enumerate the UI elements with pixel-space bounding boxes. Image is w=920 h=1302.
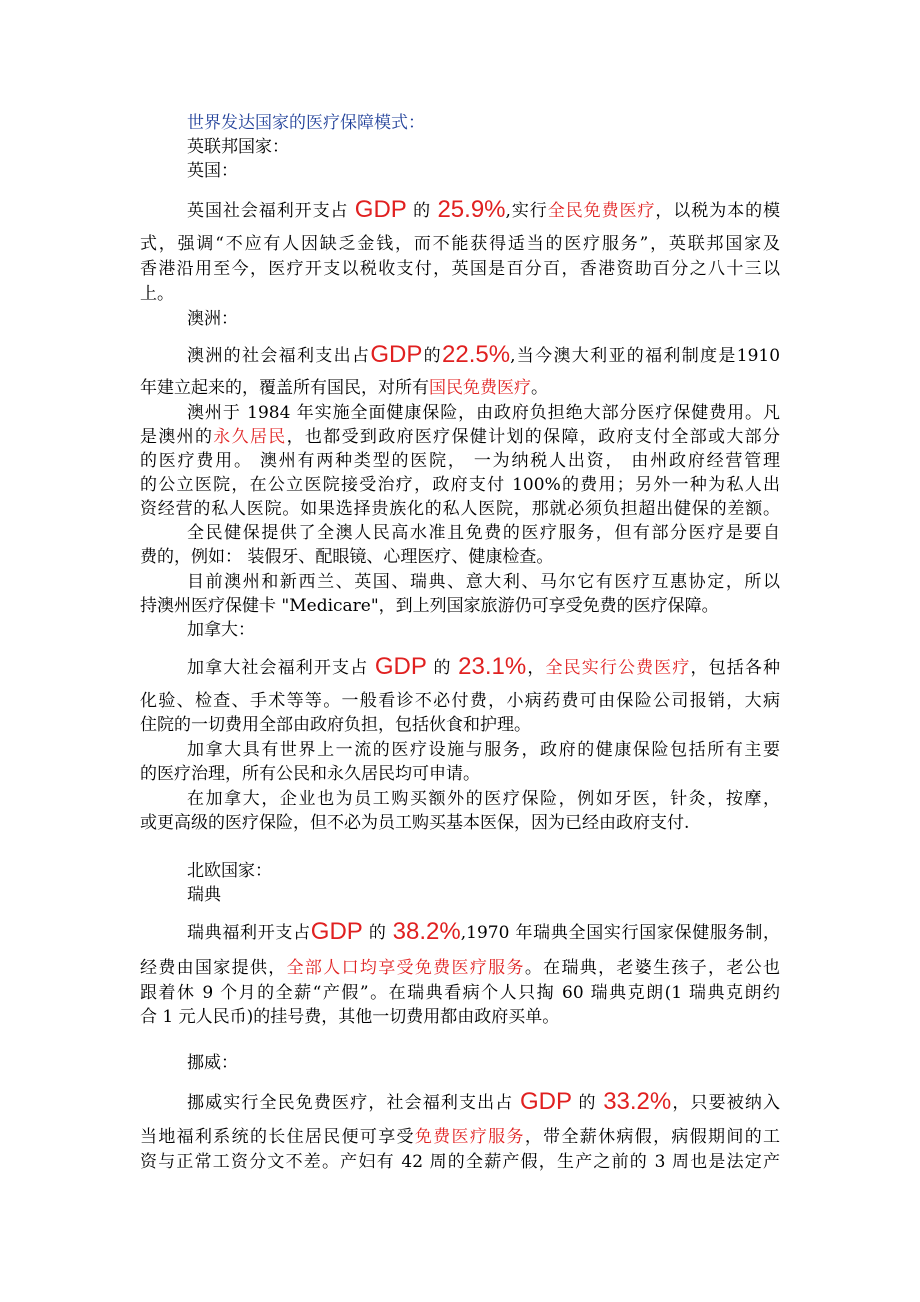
no-p1-line2: 当地福利系统的长住居民便可享受免费医疗服务，带全薪休病假，病假期间的工 bbox=[140, 1127, 781, 1147]
au-p2-line1: 澳州于 1984 年实施全面健康保险，由政府负担绝大部分医疗保健费用。凡 bbox=[187, 403, 780, 423]
ca-p2-line2: 的医疗治理，所有公民和永久居民均可申请。 bbox=[140, 764, 480, 784]
uk-title: 英国： bbox=[187, 161, 238, 181]
canada-title: 加拿大： bbox=[187, 620, 255, 640]
au-p1-line2: 年建立起来的，覆盖所有国民，对所有国民免费医疗。 bbox=[140, 378, 548, 398]
se-p1-line3: 跟着休 9 个月的全薪“产假”。在瑞典看病个人只掏 60 瑞典克朗(1 瑞典克朗约 bbox=[140, 983, 780, 1003]
ca-gdp-percent: 23.1% bbox=[458, 653, 527, 680]
section-nordic: 北欧国家： bbox=[187, 861, 272, 881]
uk-p1-line4: 上。 bbox=[140, 284, 174, 304]
au-highlight-1: 国民免费医疗 bbox=[429, 378, 531, 398]
gdp-label: GDP bbox=[354, 196, 407, 223]
gdp-label: GDP bbox=[310, 918, 363, 945]
uk-p1-line2: 式，强调“不应有人因缺乏金钱，而不能获得适当的医疗服务”，英联邦国家及 bbox=[140, 234, 780, 254]
au-p4-line1: 目前澳州和新西兰、英国、瑞典、意大利、马尔它有医疗互惠协定，所以 bbox=[187, 572, 780, 592]
se-p1-line2: 经费由国家提供，全部人口均享受免费医疗服务。在瑞典，老婆生孩子，老公也 bbox=[140, 958, 781, 978]
ca-p1-line1: 加拿大社会福利开支占 GDP 的 23.1%，全民实行公费医疗，包括各种 bbox=[187, 653, 781, 680]
se-p1-line1: 瑞典福利开支占GDP 的 38.2%,1970 年瑞典全国实行国家保健服务制， bbox=[187, 918, 781, 945]
uk-highlight: 全民免费医疗 bbox=[547, 201, 656, 221]
se-highlight: 全部人口均享受免费医疗服务 bbox=[286, 958, 525, 978]
ca-p1-line3: 住院的一切费用全部由政府负担，包括伙食和护理。 bbox=[140, 715, 531, 735]
au-p3-line1: 全民健保提供了全澳人民高水准且免费的医疗服务，但有部分医疗是要自 bbox=[187, 523, 780, 543]
gdp-label: GDP bbox=[374, 653, 427, 680]
se-p1-line4: 合 1 元人民币)的挂号费，其他一切费用都由政府买单。 bbox=[140, 1007, 560, 1027]
au-p2-line3: 的医疗费用。 澳州有两种类型的医院， 一为纳税人出资， 由州政府经营管理 bbox=[140, 451, 780, 471]
ca-p2-line1: 加拿大具有世界上一流的医疗设施与服务，政府的健康保险包括所有主要 bbox=[187, 740, 780, 760]
au-p3-line2: 费的，例如： 装假牙、配眼镜、心理医疗、健康检查。 bbox=[140, 547, 554, 567]
uk-p1-line3: 香港沿用至今，医疗开支以税收支付，英国是百分百，香港资助百分之八十三以 bbox=[140, 259, 780, 279]
no-highlight: 免费医疗服务 bbox=[414, 1127, 525, 1147]
ca-p3-line2: 或更高级的医疗保险，但不必为员工购买基本医保，因为已经由政府支付. bbox=[140, 813, 690, 833]
australia-title: 澳洲： bbox=[187, 309, 238, 329]
ca-p1-line2: 化验、检查、手术等等。一般看诊不必付费，小病药费可由保险公司报销，大病 bbox=[140, 691, 780, 711]
au-p2-line4: 的公立医院，在公立医院接受治疗，政府支付 100%的费用；另外一种为私人出 bbox=[140, 475, 780, 495]
norway-title: 挪威： bbox=[187, 1053, 238, 1073]
au-p1-line1: 澳洲的社会福利支出占GDP的22.5%,当今澳大利亚的福利制度是1910 bbox=[187, 341, 781, 368]
ca-p3-line1: 在加拿大，企业也为员工购买额外的医疗保险，例如牙医，针灸，按摩， bbox=[187, 789, 780, 809]
au-highlight-2: 永久居民 bbox=[213, 427, 287, 447]
au-p4-line2: 持澳州医疗保健卡 "Medicare"，到上列国家旅游仍可享受免费的医疗保障。 bbox=[140, 596, 719, 616]
uk-gdp-percent: 25.9% bbox=[437, 196, 506, 223]
se-gdp-percent: 38.2% bbox=[392, 918, 461, 945]
au-p2-line5: 资经营的私人医院。如果选择贵族化的私人医院，那就必须负担超出健保的差额。 bbox=[140, 499, 780, 519]
no-p1-line3: 资与正常工资分文不差。产妇有 42 周的全薪产假，生产之前的 3 周也是法定产 bbox=[140, 1152, 780, 1172]
gdp-label: GDP bbox=[370, 341, 423, 368]
uk-p1-line1: 英国社会福利开支占 GDP 的 25.9%,实行全民免费医疗，以税为本的模 bbox=[187, 196, 781, 223]
ca-highlight: 全民实行公费医疗 bbox=[545, 658, 691, 678]
au-p2-line2: 是澳州的永久居民，也都受到政府医疗保健计划的保障，政府支付全部或大部分 bbox=[140, 427, 781, 447]
no-p1-line1: 挪威实行全民免费医疗，社会福利支出占 GDP 的 33.2%，只要被纳入 bbox=[187, 1088, 781, 1115]
gdp-label: GDP bbox=[519, 1088, 572, 1115]
document-heading: 世界发达国家的医疗保障模式： bbox=[187, 113, 425, 133]
section-commonwealth: 英联邦国家： bbox=[187, 137, 289, 157]
no-gdp-percent: 33.2% bbox=[603, 1088, 672, 1115]
sweden-title: 瑞典 bbox=[187, 885, 221, 905]
au-gdp-percent: 22.5% bbox=[442, 341, 511, 368]
